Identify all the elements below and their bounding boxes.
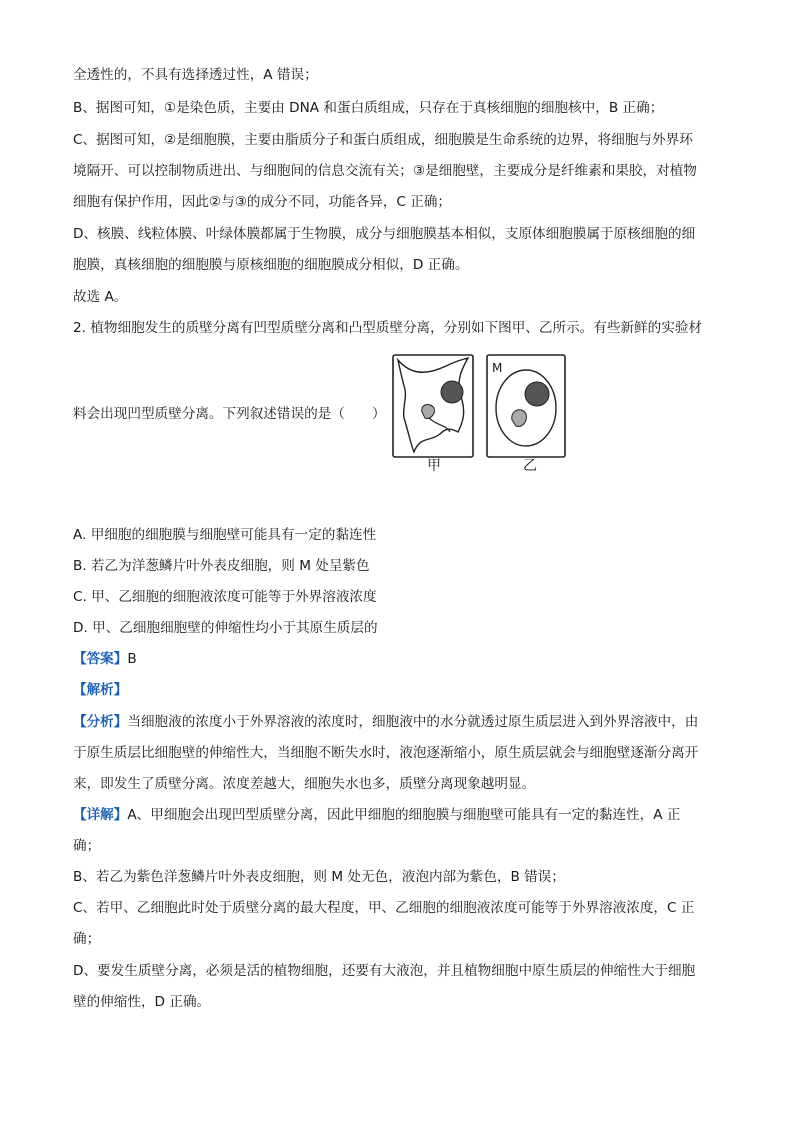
text-line: 来，即发生了质壁分离。浓度差越大，细胞失水也多，质壁分离现象越明显。	[73, 776, 536, 792]
text-line: 细胞有保护作用，因此②与③的成分不同，功能各异，C 正确；	[73, 194, 452, 210]
cell-figure	[390, 352, 570, 477]
answer-line	[73, 649, 137, 669]
answer-value: B	[127, 651, 137, 667]
text-line: 于原生质层比细胞壁的伸缩性大，当细胞不断失水时，液泡逐渐缩小，原生质层就会与细胞壁逐渐分离开	[73, 745, 699, 761]
organelle-jia	[422, 405, 435, 419]
label-m: M	[492, 361, 503, 375]
label-yi: 乙	[523, 458, 537, 474]
text-line: C、据图可知，②是细胞膜，主要由脂质分子和蛋白质组成，细胞膜是生命系统的边界，将细胞与外界环	[73, 132, 693, 148]
fenxi-tag: 【分析】	[73, 714, 128, 730]
question-stem: 料会出现凹型质壁分离。下列叙述错误的是（ ）	[73, 406, 386, 422]
text-line: 故选 A。	[73, 289, 128, 305]
text-line: 确；	[73, 838, 101, 854]
xiangjie-text: A、甲细胞会出现凹型质壁分离，因此甲细胞的细胞膜与细胞壁可能具有一定的黏连性，A 正	[127, 807, 681, 823]
xiangjie-line	[73, 805, 680, 825]
text-line: D、核膜、线粒体膜、叶绿体膜都属于生物膜，成分与细胞膜基本相似，支原体细胞膜属于原核细胞的细	[73, 226, 696, 242]
text-line: 壁的伸缩性，D 正确。	[73, 994, 211, 1010]
nucleus-yi	[525, 382, 549, 406]
nucleus-jia	[441, 381, 463, 403]
question-stem: 2. 植物细胞发生的质壁分离有凹型质壁分离和凸型质壁分离，分别如下图甲、乙所示。有些新鲜的实验材	[73, 320, 703, 336]
analysis-heading	[73, 680, 127, 700]
text-line: 境隔开、可以控制物质进出、与细胞间的信息交流有关；③是细胞壁，主要成分是纤维素和果胶，对植物	[73, 163, 697, 179]
fenxi-line	[73, 712, 698, 732]
text-line: B、据图可知，①是染色质，主要由 DNA 和蛋白质组成，只存在于真核细胞的细胞核中，B 正确；	[73, 100, 664, 116]
answer-tag: 【答案】	[73, 651, 128, 667]
text-line: 胞膜，真核细胞的细胞膜与原核细胞的细胞膜成分相似，D 正确。	[73, 257, 469, 273]
text-line: 确；	[73, 931, 101, 947]
analysis-tag: 【解析】	[73, 682, 128, 698]
option-b: B. 若乙为洋葱鳞片叶外表皮细胞，则 M 处呈紫色	[73, 558, 370, 574]
text-line: C、若甲、乙细胞此时处于质壁分离的最大程度，甲、乙细胞的细胞液浓度可能等于外界溶液浓度，C 正	[73, 900, 695, 916]
text-line: B、若乙为紫色洋葱鳞片叶外表皮细胞，则 M 处无色，液泡内部为紫色，B 错误；	[73, 869, 565, 885]
option-a: A. 甲细胞的细胞膜与细胞壁可能具有一定的黏连性	[73, 527, 377, 543]
option-c: C. 甲、乙细胞的细胞液浓度可能等于外界溶液浓度	[73, 589, 377, 605]
text-line: D、要发生质壁分离，必须是活的植物细胞，还要有大液泡，并且植物细胞中原生质层的伸缩性大于细胞	[73, 963, 696, 979]
plasmolysis-diagram	[390, 352, 570, 477]
label-jia: 甲	[427, 458, 441, 474]
option-d: D. 甲、乙细胞细胞壁的伸缩性均小于其原生质层的	[73, 620, 378, 636]
text-line: 全透性的，不具有选择透过性，A 错误；	[73, 67, 318, 83]
protoplast-yi	[496, 370, 556, 446]
fenxi-text: 当细胞液的浓度小于外界溶液的浓度时，细胞液中的水分就透过原生质层进入到外界溶液中，由	[127, 714, 699, 730]
xiangjie-tag: 【详解】	[73, 807, 128, 823]
